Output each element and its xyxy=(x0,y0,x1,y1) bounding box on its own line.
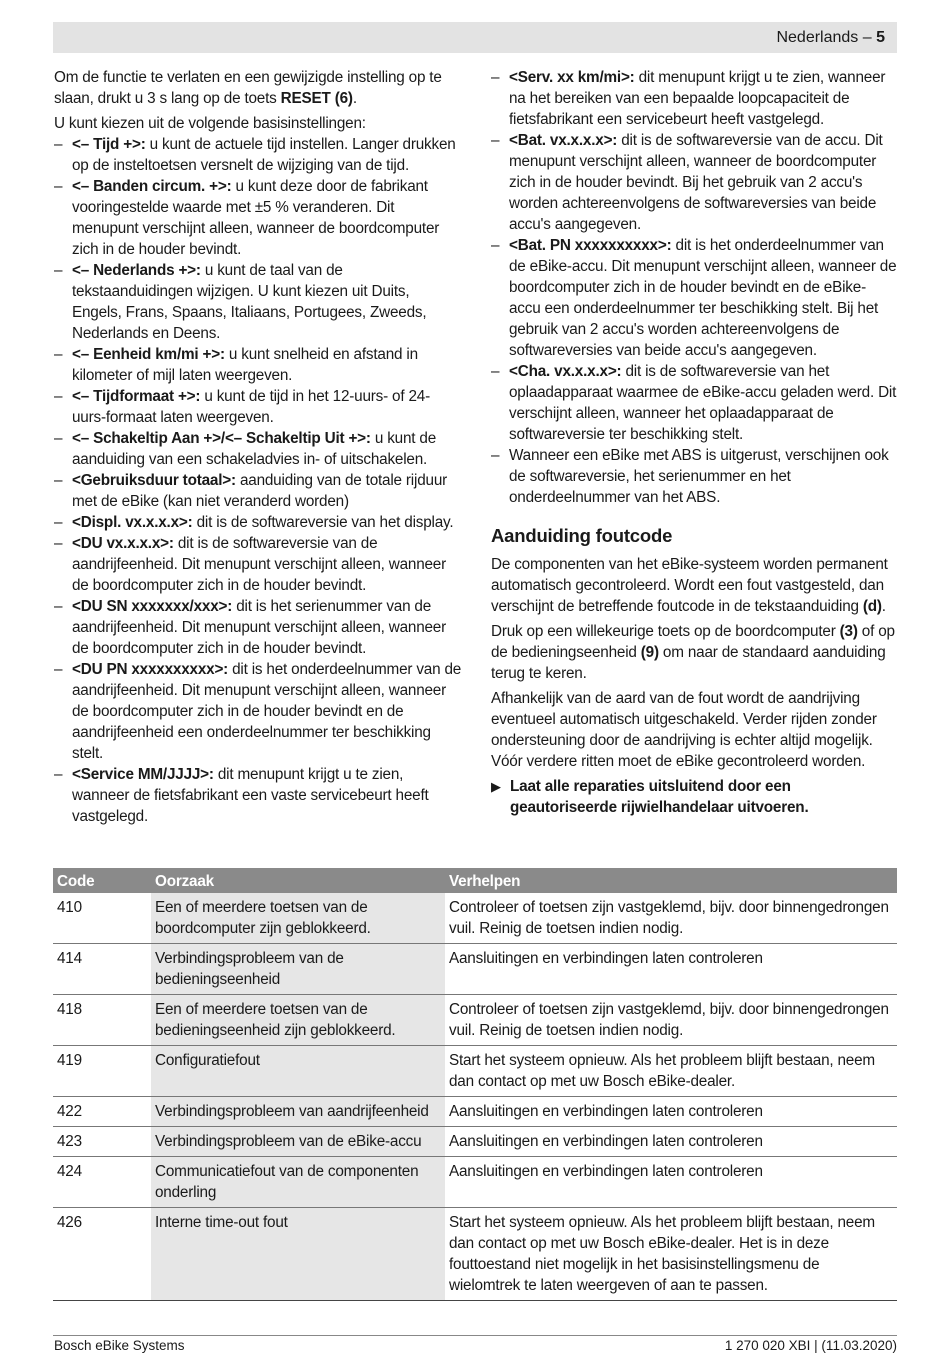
list-item xyxy=(54,344,462,386)
intro-paragraph xyxy=(54,67,462,109)
setting-key: <Serv. xx km/mi>: xyxy=(509,69,635,86)
control-unit-ref: (9) xyxy=(640,644,659,661)
page-header xyxy=(53,22,897,53)
error-paragraph-3: Afhankelijk van de aard van de fout wordt de aandrijving eventueel automatisch uitgeschakeld. Verder rijden zonder ondersteuning door de aandrijving is echter altijd mogelijk. Vóór verdere ritten moet de eBike gecontroleerd worden. xyxy=(491,690,877,770)
table-row xyxy=(53,995,897,1046)
list-item xyxy=(54,596,462,659)
setting-key: <– Tijd +>: xyxy=(72,136,146,153)
setting-description: u kunt deze door de fabrikant vooringestelde waarde met ±5 % veranderen. Dit menupunt verschijnt alleen, wanneer de boordcomputer zich in de houder bevindt. xyxy=(72,178,440,258)
setting-key: <Bat. vx.x.x.x>: xyxy=(509,132,618,149)
setting-description: dit is de softwareversie van de aandrijfeenheid. Dit menupunt verschijnt alleen, wanneer de boordcomputer zich in de houder bevindt. xyxy=(72,535,447,594)
list-item xyxy=(54,134,462,176)
list-item xyxy=(491,445,897,508)
col-header-code: Code xyxy=(53,868,151,893)
fix-cell: Aansluitingen en verbindingen laten controleren xyxy=(445,1157,897,1208)
triangle-right-icon: ▶ xyxy=(491,779,501,794)
error-paragraph-2 xyxy=(491,621,897,684)
list-item xyxy=(491,130,897,235)
fix-cell: Controleer of toetsen zijn vastgeklemd, bijv. door binnengedrongen vuil. Reinig de toetsen indien nodig. xyxy=(445,995,897,1046)
setting-description: dit is de softwareversie van het display. xyxy=(192,514,454,531)
error-code-cell: 418 xyxy=(53,995,151,1046)
warning-note xyxy=(491,776,897,818)
list-item xyxy=(491,67,897,130)
list-item xyxy=(491,235,897,361)
list-item xyxy=(491,361,897,445)
setting-key: <DU PN xxxxxxxxxx>: xyxy=(72,661,229,678)
table-row xyxy=(53,1157,897,1208)
list-item xyxy=(54,428,462,470)
footer-brand: Bosch eBike Systems xyxy=(54,1338,185,1353)
table-row xyxy=(53,1046,897,1097)
reset-key-ref: RESET (6) xyxy=(280,90,353,107)
error-code-cell: 414 xyxy=(53,944,151,995)
error-code-cell: 422 xyxy=(53,1097,151,1127)
setting-description: dit is het serienummer van de aandrijfeenheid. Dit menupunt verschijnt alleen, wanneer de boordcomputer zich in de houder bevindt. xyxy=(72,598,447,657)
col-header-cause: Oorzaak xyxy=(151,868,445,893)
list-item xyxy=(54,533,462,596)
error-text-1-end: . xyxy=(881,598,886,615)
error-code-cell: 424 xyxy=(53,1157,151,1208)
cause-cell: Verbindingsprobleem van de eBike-accu xyxy=(151,1127,445,1157)
error-code-cell: 410 xyxy=(53,893,151,944)
header-label xyxy=(776,29,885,47)
setting-description: u kunt de taal van de tekstaanduidingen wijzigen. U kunt kiezen uit Duits, Engels, Frans, Spaans, Italiaans, Portugees, Zweeds, Nederlands en Deens. xyxy=(72,262,427,342)
left-column xyxy=(54,67,462,833)
fix-cell: Aansluitingen en verbindingen laten controleren xyxy=(445,944,897,995)
error-paragraph-1 xyxy=(491,554,897,617)
footer-divider xyxy=(53,1335,897,1336)
setting-key: <Bat. PN xxxxxxxxxx>: xyxy=(509,237,672,254)
cause-cell: Configuratiefout xyxy=(151,1046,445,1097)
setting-key: <DU vx.x.x.x>: xyxy=(72,535,174,552)
error-code-cell: 423 xyxy=(53,1127,151,1157)
cause-cell: Communicatiefout van de componenten onderling xyxy=(151,1157,445,1208)
setting-description: dit is de softwareversie van de accu. Dit menupunt verschijnt alleen, wanneer de boordcomputer zich in de houder bevindt. Bij het gebruik van 2 accu's worden achtereenvolgens de softwareversies van beide accu's aangegeven. xyxy=(509,132,883,233)
setting-key: <Displ. vx.x.x.x>: xyxy=(72,514,193,531)
header-language: Nederlands xyxy=(776,29,859,46)
setting-key: <– Eenheid km/mi +>: xyxy=(72,346,225,363)
setting-description: aanduiding van de totale rijduur met de eBike (kan niet veranderd worden) xyxy=(72,472,448,510)
col-header-fix: Verhelpen xyxy=(445,868,897,893)
setting-description: u kunt snelheid en afstand in kilometer of mijl laten weergeven. xyxy=(72,346,418,384)
table-row xyxy=(53,1097,897,1127)
setting-key: <DU SN xxxxxxx/xxx>: xyxy=(72,598,233,615)
fix-cell: Start het systeem opnieuw. Als het probleem blijft bestaan, neem dan contact op met uw Bosch eBike-dealer. Het is in deze fouttoestand niet mogelijk in het basisinstellingsmenu de wielomtrek te laten weergeven of aan te passen. xyxy=(445,1208,897,1301)
table-body xyxy=(53,893,897,1301)
setting-description: u kunt de aanduiding van een schakeladvies in- of uitschakelen. xyxy=(72,430,436,468)
error-code-cell: 426 xyxy=(53,1208,151,1301)
setting-key: <– Banden circum. +>: xyxy=(72,178,232,195)
table-row xyxy=(53,1208,897,1301)
error-text-2a: Druk op een willekeurige toets op de boordcomputer xyxy=(491,623,840,640)
display-ref: (d) xyxy=(862,598,882,615)
cause-cell: Interne time-out fout xyxy=(151,1208,445,1301)
computer-ref: (3) xyxy=(839,623,858,640)
setting-description: dit menupunt krijgt u te zien, wanneer na het bereiken van een bepaalde loopcapaciteit de fietsfabrikant een servicebeurt heeft vastgelegd. xyxy=(509,69,886,128)
setting-description: dit menupunt krijgt u te zien, wanneer de fietsfabrikant een vaste servicebeurt heeft vastgelegd. xyxy=(72,766,429,825)
setting-description: dit is de softwareversie van het oplaadapparaat waarmee de eBike-accu geladen werd. Dit verschijnt alleen, wanneer het oplaadapparaat de softwareversie ter beschikking stelt. xyxy=(509,363,897,443)
setting-description: dit is het onderdeelnummer van de eBike-accu. Dit menupunt verschijnt alleen, wanneer de boordcomputer zich in de houder bevindt en de eBike-accu een onderdeelnummer ter beschikking stelt. Bij het gebruik van 2 accu's worden achtereenvolgens de softwareversies van beide accu's aangegeven. xyxy=(509,237,897,359)
setting-key: <Cha. vx.x.x.x>: xyxy=(509,363,622,380)
setting-description: u kunt de actuele tijd instellen. Langer drukken op de insteltoetsen versnelt de wijziging van de tijd. xyxy=(72,136,456,174)
error-text-2e: om naar de standaard aanduiding terug te keren. xyxy=(491,644,886,682)
settings-list-continued xyxy=(491,67,897,508)
setting-key: <– Tijdformaat +>: xyxy=(72,388,201,405)
setting-key: <Service MM/JJJJ>: xyxy=(72,766,214,783)
right-column xyxy=(491,67,897,818)
section-title: Aanduiding foutcode xyxy=(491,525,673,546)
list-item xyxy=(54,764,462,827)
settings-list xyxy=(54,134,462,827)
list-item xyxy=(54,260,462,344)
setting-key: <– Nederlands +>: xyxy=(72,262,201,279)
intro-text: Om de functie te verlaten en een gewijzigde instelling op te slaan, drukt u 3 s lang op de toets xyxy=(54,69,442,107)
setting-description: dit is het onderdeelnummer van de aandrijfeenheid. Dit menupunt verschijnt alleen, wanneer de boordcomputer zich in de houder bevindt en de aandrijfeenheid een onderdeelnummer ter beschikking stelt. xyxy=(72,661,462,762)
error-text-2c: of op de bedieningseenheid xyxy=(491,623,895,661)
error-text-1: De componenten van het eBike-systeem worden permanent automatisch gecontroleerd. Wordt een fout vastgesteld, dan verschijnt de betreffende foutcode in de tekstaanduiding xyxy=(491,556,888,615)
settings-intro: U kunt kiezen uit de volgende basisinstellingen: xyxy=(54,115,366,132)
fix-cell: Aansluitingen en verbindingen laten controleren xyxy=(445,1127,897,1157)
fix-cell: Controleer of toetsen zijn vastgeklemd, bijv. door binnengedrongen vuil. Reinig de toetsen indien nodig. xyxy=(445,893,897,944)
setting-description: u kunt de tijd in het 12-uurs- of 24-uurs-formaat laten weergeven. xyxy=(72,388,430,426)
page-number: 5 xyxy=(876,29,885,46)
cause-cell: Een of meerdere toetsen van de bedieningseenheid zijn geblokkeerd. xyxy=(151,995,445,1046)
setting-key: <– Schakeltip Aan +>/<– Schakeltip Uit +>: xyxy=(72,430,371,447)
list-item xyxy=(54,659,462,764)
fix-cell: Start het systeem opnieuw. Als het probleem blijft bestaan, neem dan contact op met uw Bosch eBike-dealer. xyxy=(445,1046,897,1097)
list-item xyxy=(54,470,462,512)
cause-cell: Een of meerdere toetsen van de boordcomputer zijn geblokkeerd. xyxy=(151,893,445,944)
table-row xyxy=(53,944,897,995)
header-separator: – xyxy=(858,29,877,46)
setting-description: Wanneer een eBike met ABS is uitgerust, verschijnen ook de softwareversie, het serienummer en het onderdeelnummer van het ABS. xyxy=(509,447,889,506)
intro-text-end: . xyxy=(352,90,357,107)
table-row xyxy=(53,1127,897,1157)
cause-cell: Verbindingsprobleem van aandrijfeenheid xyxy=(151,1097,445,1127)
error-code-cell: 419 xyxy=(53,1046,151,1097)
footer-doc-number: 1 270 020 XBI | (11.03.2020) xyxy=(724,1338,897,1353)
list-item xyxy=(54,176,462,260)
fix-cell: Aansluitingen en verbindingen laten controleren xyxy=(445,1097,897,1127)
list-item xyxy=(54,512,462,533)
setting-key: <Gebruiksduur totaal>: xyxy=(72,472,236,489)
table-row xyxy=(53,893,897,944)
cause-cell: Verbindingsprobleem van de bedieningseenheid xyxy=(151,944,445,995)
warning-text: Laat alle reparaties uitsluitend door een geautoriseerde rijwielhandelaar uitvoeren. xyxy=(510,778,809,816)
list-item xyxy=(54,386,462,428)
table-header-row xyxy=(53,868,897,893)
error-code-table xyxy=(53,868,897,1301)
